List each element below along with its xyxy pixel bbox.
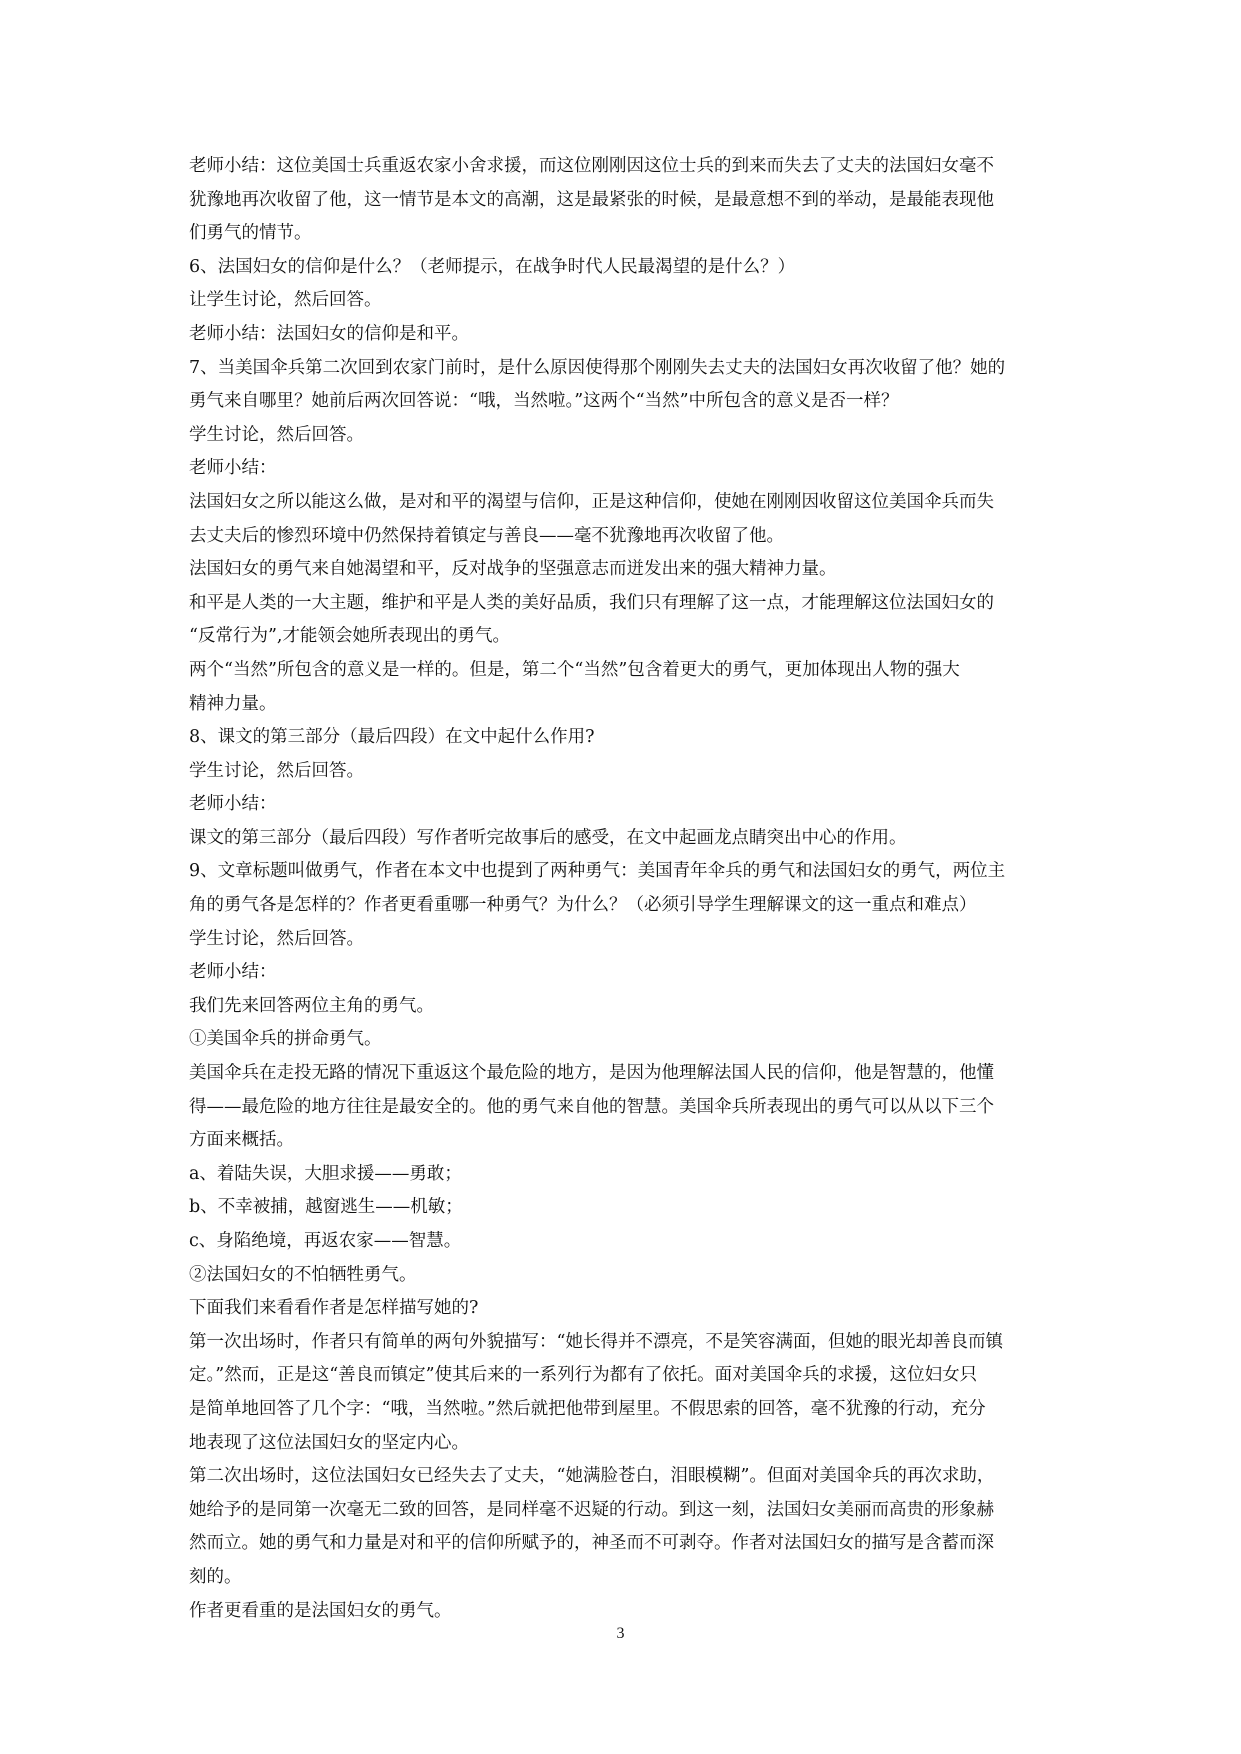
- text-line: ①美国伞兵的拼命勇气。: [189, 1029, 382, 1050]
- text-line: 去丈夫后的惨烈环境中仍然保持着镇定与善良——毫不犹豫地再次收留了他。: [189, 525, 784, 546]
- text-line: 学生讨论，然后回答。: [189, 928, 364, 949]
- text-line: 地表现了这位法国妇女的坚定内心。: [189, 1432, 469, 1453]
- text-line: 第一次出场时，作者只有简单的两句外貌描写：“她长得并不漂亮，不是笑容满面，但她的眼光却善良而镇: [189, 1331, 1003, 1352]
- text-line: 老师小结：: [189, 794, 277, 815]
- text-line: 作者更看重的是法国妇女的勇气。: [189, 1600, 452, 1621]
- text-line: 7、当美国伞兵第二次回到农家门前时，是什么原因使得那个刚刚失去丈夫的法国妇女再次收留了他？她的: [189, 357, 1006, 378]
- text-line: 然而立。她的勇气和力量是对和平的信仰所赋予的，神圣而不可剥夺。作者对法国妇女的描写是含蓄而深: [189, 1533, 994, 1554]
- text-line: 犹豫地再次收留了他，这一情节是本文的高潮，这是最紧张的时候，是最意想不到的举动，是最能表现他: [189, 189, 994, 210]
- text-line: c、身陷绝境，再返农家——智慧。: [189, 1231, 462, 1251]
- text-line: 得——最危险的地方往往是最安全的。他的勇气来自他的智慧。美国伞兵所表现出的勇气可以从以下三个: [189, 1096, 994, 1117]
- text-line: 8、课文的第三部分（最后四段）在文中起什么作用?: [189, 727, 595, 748]
- text-line: 刻的。: [189, 1566, 242, 1587]
- text-line: 老师小结：法国妇女的信仰是和平。: [189, 323, 469, 344]
- text-line: 角的勇气各是怎样的？作者更看重哪一种勇气？为什么？（必须引导学生理解课文的这一重点和难点）: [189, 895, 977, 916]
- text-line: 方面来概括。: [189, 1130, 294, 1151]
- text-line: 6、法国妇女的信仰是什么？（老师提示，在战争时代人民最渴望的是什么？）: [189, 256, 796, 277]
- text-line: 9、文章标题叫做勇气，作者在本文中也提到了两种勇气：美国青年伞兵的勇气和法国妇女的勇气，两位主: [189, 861, 1006, 882]
- text-line: 美国伞兵在走投无路的情况下重返这个最危险的地方，是因为他理解法国人民的信仰，他是智慧的，他懂: [189, 1063, 994, 1084]
- text-line: 两个“当然”所包含的意义是一样的。但是，第二个“当然”包含着更大的勇气，更加体现出人物的强大: [189, 659, 960, 680]
- text-line: 们勇气的情节。: [189, 223, 312, 244]
- text-line: 勇气来自哪里？她前后两次回答说：“哦，当然啦。”这两个“当然”中所包含的意义是否一样？: [189, 391, 899, 412]
- text-line: 法国妇女之所以能这么做，是对和平的渴望与信仰，正是这种信仰，使她在刚刚因收留这位美国伞兵而失: [189, 491, 994, 512]
- text-line: ②法国妇女的不怕牺牲勇气。: [189, 1264, 417, 1285]
- text-line: b、不幸被捕，越窗逃生——机敏；: [189, 1197, 463, 1218]
- text-line: “反常行为”,才能领会她所表现出的勇气。: [189, 626, 510, 647]
- text-line: 定。”然而，正是这“善良而镇定”使其后来的一系列行为都有了依托。面对美国伞兵的求援，这位妇女只: [189, 1365, 978, 1386]
- text-line: 是简单地回答了几个字：“哦，当然啦。”然后就把他带到屋里。不假思索的回答，毫不犹豫的行动，充分: [189, 1398, 986, 1419]
- text-line: 让学生讨论，然后回答。: [189, 290, 382, 311]
- text-line: 法国妇女的勇气来自她渴望和平，反对战争的坚强意志而迸发出来的强大精神力量。: [189, 559, 837, 580]
- text-line: 精神力量。: [189, 693, 277, 714]
- text-line: 课文的第三部分（最后四段）写作者听完故事后的感受，在文中起画龙点睛突出中心的作用。: [189, 827, 907, 848]
- text-line: 和平是人类的一大主题，维护和平是人类的美好品质，我们只有理解了这一点，才能理解这位法国妇女的: [189, 592, 994, 613]
- text-line: 第二次出场时，这位法国妇女已经失去了丈夫，“她满脸苍白，泪眼模糊”。但面对美国伞兵的再次求助，: [189, 1466, 995, 1487]
- body-text: [189, 150, 1059, 1628]
- text-line: 老师小结：: [189, 962, 277, 983]
- text-line: 下面我们来看看作者是怎样描写她的?: [189, 1298, 479, 1319]
- page-number: 3: [616, 1625, 625, 1642]
- text-line: 老师小结：: [189, 458, 277, 479]
- text-line: 老师小结：这位美国士兵重返农家小舍求援，而这位刚刚因这位士兵的到来而失去了丈夫的法国妇女毫不: [189, 156, 994, 176]
- text-line: 我们先来回答两位主角的勇气。: [189, 995, 434, 1016]
- text-line: 她给予的是同第一次毫无二致的回答，是同样毫不迟疑的行动。到这一刻，法国妇女美丽而高贵的形象赫: [189, 1499, 994, 1520]
- text-line: 学生讨论，然后回答。: [189, 760, 364, 781]
- text-line: a、着陆失误，大胆求援——勇敢；: [189, 1163, 462, 1184]
- text-line: 学生讨论，然后回答。: [189, 424, 364, 445]
